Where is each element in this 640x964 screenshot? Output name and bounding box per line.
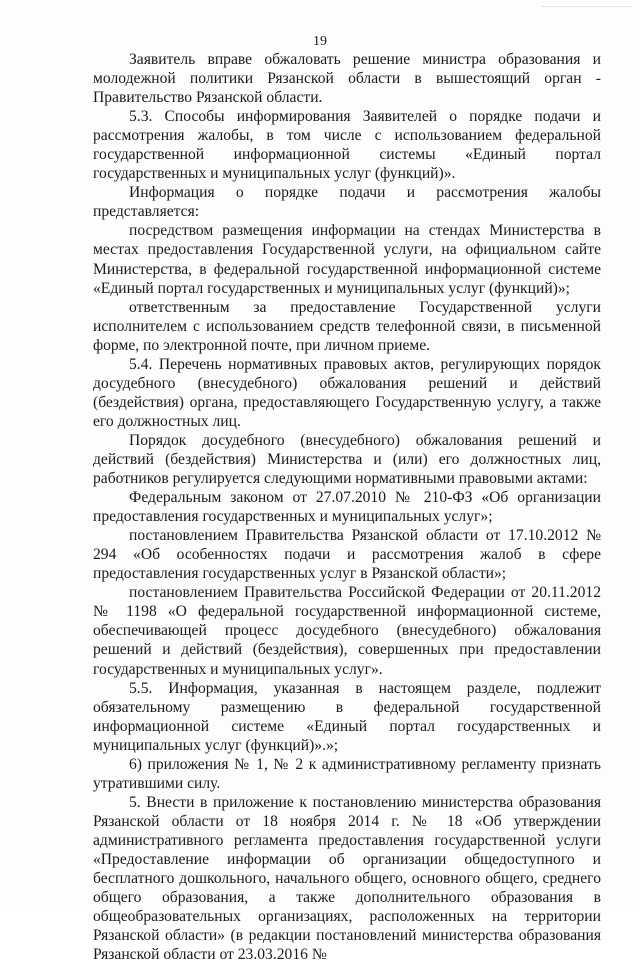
scan-artifact — [542, 6, 632, 13]
paragraph-appeal-procedure: Порядок досудебного (внесудебного) обжалования решений и действий (бездействия) Министерства и (или) его должностных лиц, работников регулируется следующими нормативными правовыми актами: — [93, 431, 601, 488]
paragraph-info-stands: посредством размещения информации на стендах Министерства в местах предоставления Государственной услуги, на официальном сайте Министерства, в федеральной государственной информационной системе «Единый портал государственных и муниципальных услуг (функций)»; — [93, 222, 601, 297]
paragraph-appeal-right: Заявитель вправе обжаловать решение министра образования и молодежной политики Рязанской области в вышестоящий орган - Правительство Рязанской области. — [93, 51, 601, 107]
paragraph-item-5-amendment: 5. Внести в приложение к постановлению министерства образования Рязанской области от 18 ноября 2014 г. № 18 «Об утверждении административного регламента предоставления государственной услуги «Предоставление информации об организации общедоступного и бесплатного дошкольного, начального общего, основного общего, среднего общего образования, а также дополнительного образования в общеобразовательных организациях, расположенных на территории Рязанской области» (в редакции постановлений министерства образования Рязанской области от 23.03.2016 № — [93, 793, 601, 964]
paragraph-section-5-3: 5.3. Способы информирования Заявителей о порядке подачи и рассмотрения жалобы, в том числе с использованием федеральной государственной информационной системы «Единый портал государственных и муниципальных услуг (функций)». — [93, 108, 601, 183]
paragraph-info-provided: Информация о порядке подачи и рассмотрения жалобы представляется: — [93, 184, 601, 221]
paragraph-rf-resolution: постановлением Правительства Российской Федерации от 20.11.2012 № 1198 «О федеральной государственной информационной системе, обеспечивающей процесс досудебного (внесудебного) обжалования решений и действий (бездействия), совершенных при предоставлении государственных и муниципальных услуг». — [93, 584, 601, 678]
document-body — [93, 50, 601, 964]
paragraph-federal-law: Федеральным законом от 27.07.2010 № 210-ФЗ «Об организации предоставления государственных и муниципальных услуг»; — [93, 489, 601, 526]
paragraph-ryazan-resolution: постановлением Правительства Рязанской области от 17.10.2012 № 294 «Об особенностях подачи и рассмотрения жалоб в сфере предоставления государственных услуг в Рязанской области»; — [93, 527, 601, 583]
paragraph-section-5-4: 5.4. Перечень нормативных правовых актов, регулирующих порядок досудебного (внесудебного) обжалования решений и действий (бездействия) органа, предоставляющего Государственную услугу, а также его должностных лиц. — [93, 355, 601, 430]
paragraph-info-executor: ответственным за предоставление Государственной услуги исполнителем с использованием средств телефонной связи, в письменной форме, по электронной почте, при личном приеме. — [93, 298, 601, 354]
paragraph-section-5-5: 5.5. Информация, указанная в настоящем разделе, подлежит обязательному размещению в федеральной государственной информационной системе «Единый портал государственных и муниципальных услуг (функций)».»; — [93, 679, 601, 754]
page-number: 19 — [313, 34, 327, 49]
paragraph-appendices-void: 6) приложения № 1, № 2 к административному регламенту признать утратившими силу. — [93, 755, 601, 792]
